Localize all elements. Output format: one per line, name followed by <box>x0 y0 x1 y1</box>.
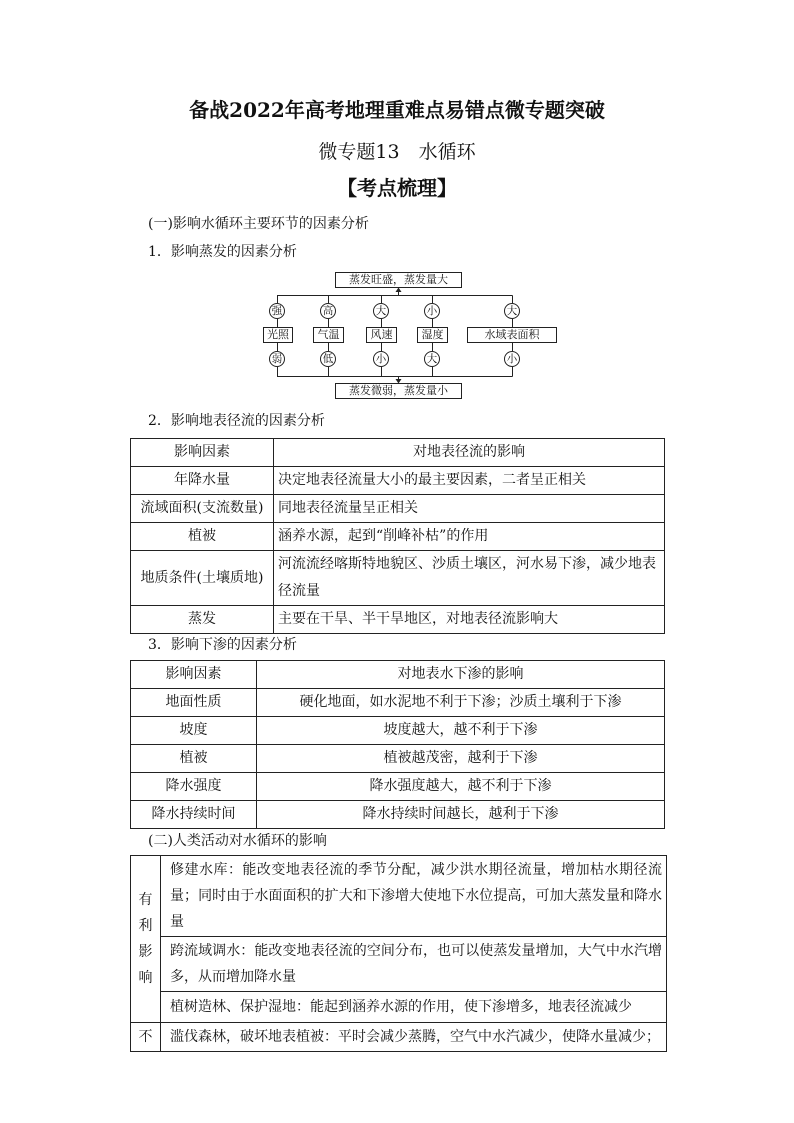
table-header-row <box>131 661 665 689</box>
factor-inhibits-circle: 小 <box>504 351 520 367</box>
factor-inhibits-circle: 弱 <box>269 351 285 367</box>
table-row <box>131 856 667 937</box>
runoff-factors-table <box>130 438 665 634</box>
arrow-up-icon <box>396 288 402 293</box>
impact-cell: 修建水库：能改变地表径流的季节分配，减少洪水期径流量，增加枯水期径流量；同时由于水面面积的扩大和下渗增大使地下水位提高，可加大蒸发量和降水量 <box>161 856 667 937</box>
adverse-label: 不 <box>138 1029 153 1045</box>
table-row <box>131 745 665 773</box>
factor-box: 湿度 <box>417 327 448 343</box>
beneficial-label-cell <box>131 856 161 1023</box>
document-title: 备战2022年高考地理重难点易错点微专题突破 <box>189 98 605 122</box>
human-impact-table <box>130 855 667 1052</box>
factor-cell: 植被 <box>131 745 257 773</box>
table-row <box>131 523 665 551</box>
evaporation-factors-diagram <box>262 270 562 402</box>
impact-cell: 滥伐森林，破坏地表植被：平时会减少蒸腾，空气中水汽减少，使降水量减少； <box>161 1023 667 1052</box>
column-header-effect: 对地表径流的影响 <box>274 439 665 467</box>
infiltration-heading: 3．影响下渗的因素分析 <box>148 637 297 653</box>
factor-cell: 地面性质 <box>131 689 257 717</box>
evaporation-heading: 1．影响蒸发的因素分析 <box>148 244 297 260</box>
table-row <box>131 606 665 634</box>
factor-cell: 植被 <box>131 523 274 551</box>
adverse-label-cell <box>131 1023 161 1052</box>
factor-cell: 年降水量 <box>131 467 274 495</box>
impact-cell: 植树造林、保护湿地：能起到涵养水源的作用，使下渗增多，地表径流减少 <box>161 992 667 1023</box>
effect-cell: 主要在干旱、半干旱地区，对地表径流影响大 <box>274 606 665 634</box>
factor-inhibits-circle: 大 <box>424 351 440 367</box>
effect-cell: 同地表径流量呈正相关 <box>274 495 665 523</box>
table-header-row <box>131 439 665 467</box>
table-row <box>131 717 665 745</box>
effect-cell: 降水强度越大，越不利于下渗 <box>257 773 665 801</box>
weak-evaporation-box: 蒸发微弱，蒸发量小 <box>335 383 462 399</box>
effect-cell: 河流流经喀斯特地貌区、沙质土壤区，河水易下渗，减少地表径流量 <box>274 551 665 606</box>
table-row <box>131 689 665 717</box>
factor-promotes-circle: 小 <box>424 303 440 319</box>
impact-cell: 跨流域调水：能改变地表径流的空间分布，也可以使蒸发量增加，大气中水汽增多，从而增加降水量 <box>161 937 667 992</box>
table-row <box>131 992 667 1023</box>
factor-box: 气温 <box>313 327 344 343</box>
table-row <box>131 1023 667 1052</box>
factor-inhibits-circle: 低 <box>320 351 336 367</box>
effect-cell: 降水持续时间越长，越利于下渗 <box>257 801 665 829</box>
effect-cell: 涵养水源，起到“削峰补枯”的作用 <box>274 523 665 551</box>
factor-cell: 降水强度 <box>131 773 257 801</box>
column-header-factor: 影响因素 <box>131 661 257 689</box>
effect-cell: 坡度越大，越不利于下渗 <box>257 717 665 745</box>
factor-promotes-circle: 强 <box>269 303 285 319</box>
effect-cell: 植被越茂密，越利于下渗 <box>257 745 665 773</box>
factor-box: 光照 <box>263 327 293 343</box>
factor-cell: 坡度 <box>131 717 257 745</box>
section-heading: 【考点梳理】 <box>337 176 457 200</box>
factor-box: 水域表面积 <box>467 327 557 343</box>
beneficial-label: 有利影响 <box>138 892 153 986</box>
infiltration-factors-table <box>130 660 665 829</box>
table-row <box>131 773 665 801</box>
factor-promotes-circle: 大 <box>373 303 389 319</box>
table-row <box>131 801 665 829</box>
effect-cell: 硬化地面，如水泥地不利于下渗；沙质土壤利于下渗 <box>257 689 665 717</box>
factor-promotes-circle: 高 <box>320 303 336 319</box>
table-row <box>131 467 665 495</box>
part1-heading: (一)影响水循环主要环节的因素分析 <box>148 216 369 232</box>
factor-promotes-circle: 大 <box>504 303 520 319</box>
runoff-heading: 2．影响地表径流的因素分析 <box>148 413 325 429</box>
factor-cell: 降水持续时间 <box>131 801 257 829</box>
column-header-effect: 对地表水下渗的影响 <box>257 661 665 689</box>
table-row <box>131 551 665 606</box>
factor-cell: 流域面积(支流数量) <box>131 495 274 523</box>
column-header-factor: 影响因素 <box>131 439 274 467</box>
factor-inhibits-circle: 小 <box>373 351 389 367</box>
factor-cell: 地质条件(土壤质地) <box>131 551 274 606</box>
factor-cell: 蒸发 <box>131 606 274 634</box>
table-row <box>131 495 665 523</box>
effect-cell: 决定地表径流量大小的最主要因素，二者呈正相关 <box>274 467 665 495</box>
table-row <box>131 937 667 992</box>
strong-evaporation-box: 蒸发旺盛，蒸发量大 <box>335 272 462 288</box>
factor-box: 风速 <box>366 327 397 343</box>
part2-heading: (二)人类活动对水循环的影响 <box>148 833 327 849</box>
document-subtitle: 微专题13 水循环 <box>318 141 476 163</box>
